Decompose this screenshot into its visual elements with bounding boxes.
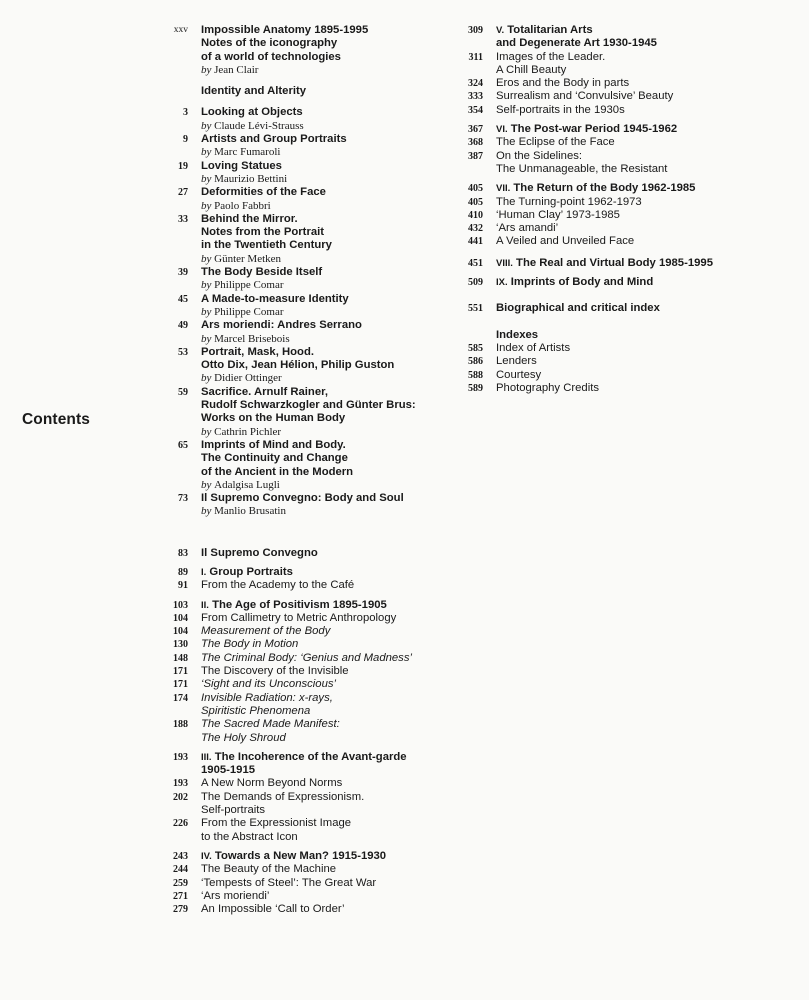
part-numeral: VI. bbox=[496, 124, 508, 136]
entry-author bbox=[201, 426, 441, 439]
page-number: 65 bbox=[178, 439, 188, 451]
page-number: 387 bbox=[468, 150, 483, 162]
entry-title-text: The Age of Positivism 1895-1905 bbox=[212, 598, 387, 611]
entry-title-text: Courtesy bbox=[496, 368, 542, 381]
entry-title bbox=[201, 692, 441, 719]
entry-title-text: Identity and Alterity bbox=[201, 85, 307, 98]
entry-title-text: Il Supremo Convegno bbox=[201, 546, 318, 559]
toc-entry bbox=[201, 85, 441, 98]
entry-title bbox=[201, 85, 441, 98]
entry-title-text: From the Academy to the Café bbox=[201, 579, 355, 592]
page-number: 432 bbox=[468, 223, 483, 235]
page-number: 405 bbox=[468, 196, 483, 208]
page-number: 585 bbox=[468, 342, 483, 354]
toc-entry bbox=[173, 863, 441, 876]
entry-title-text: The Turning-point 1962-1973 bbox=[496, 195, 642, 208]
toc-entry bbox=[468, 182, 756, 195]
toc-entry bbox=[173, 611, 441, 625]
entry-title bbox=[201, 386, 441, 426]
toc-entry bbox=[173, 889, 441, 903]
page-number: 104 bbox=[173, 626, 188, 638]
entry-title-text: Portrait, Mask, Hood. Otto Dix, Jean Hélion, Philip Guston bbox=[201, 345, 395, 372]
part-numeral: V. bbox=[496, 25, 505, 36]
entry-title-text: Biographical and critical index bbox=[496, 302, 660, 315]
toc-entry bbox=[173, 665, 441, 678]
toc-entry bbox=[468, 256, 756, 270]
part-numeral: II. bbox=[201, 599, 209, 611]
toc-entry bbox=[173, 849, 441, 863]
entry-title bbox=[496, 24, 756, 51]
toc-entry bbox=[468, 381, 756, 395]
by-prefix: by bbox=[201, 425, 215, 438]
entry-title-text: Imprints of Mind and Body. The Continuity and Change of the Ancient in the Modern bbox=[201, 438, 354, 478]
page-number: 271 bbox=[173, 890, 188, 902]
entry-title bbox=[496, 276, 756, 289]
entry-title bbox=[496, 150, 756, 177]
entry-title-text: The Post-war Period 1945-1962 bbox=[510, 123, 678, 136]
entry-title bbox=[496, 182, 756, 195]
page-number: 551 bbox=[468, 303, 483, 315]
by-prefix: by bbox=[201, 172, 215, 185]
entry-title bbox=[201, 266, 441, 279]
entry-title-text: Sacrifice. Arnulf Rainer, Rudolf Schwarzkogler and Günter Brus: Works on the Human Body bbox=[201, 385, 416, 425]
by-prefix: by bbox=[201, 252, 215, 265]
toc-entry bbox=[468, 355, 756, 368]
toc-entry bbox=[173, 876, 441, 890]
toc-entry bbox=[468, 368, 756, 382]
entry-author bbox=[201, 146, 441, 159]
author-name: Maurizio Bettini bbox=[214, 172, 288, 185]
entry-author bbox=[201, 333, 441, 346]
part-numeral: VII. bbox=[496, 183, 511, 195]
entry-title-text: An Impossible ‘Call to Order’ bbox=[201, 903, 345, 916]
page-number: xxv bbox=[173, 25, 188, 35]
entry-title bbox=[201, 877, 441, 890]
entry-title-text: Il Supremo Convegno: Body and Soul bbox=[201, 492, 404, 505]
part-numeral: III. bbox=[201, 751, 212, 763]
page-number: 588 bbox=[468, 369, 483, 381]
toc-entry bbox=[178, 546, 441, 560]
toc-entry bbox=[468, 208, 756, 222]
by-prefix: by bbox=[201, 279, 215, 292]
entry-title-text: ‘Ars moriendi’ bbox=[201, 889, 270, 902]
entry-title bbox=[201, 890, 441, 903]
entry-title bbox=[496, 329, 756, 342]
toc-entry bbox=[468, 77, 756, 90]
entry-title bbox=[201, 492, 441, 505]
entry-title-text: The Discovery of the Invisible bbox=[201, 665, 349, 678]
toc-entry bbox=[468, 235, 756, 248]
page-number: 53 bbox=[178, 346, 188, 358]
page-number: 202 bbox=[173, 791, 188, 803]
toc-entry bbox=[178, 438, 441, 492]
author-name: Didier Ottinger bbox=[214, 372, 282, 385]
entry-author bbox=[201, 306, 441, 319]
page-number: 193 bbox=[173, 751, 188, 763]
toc-entry bbox=[173, 718, 441, 745]
by-prefix: by bbox=[201, 199, 215, 212]
toc-entry bbox=[178, 266, 441, 293]
page-number: 324 bbox=[468, 78, 483, 90]
entry-title bbox=[496, 302, 756, 315]
entry-title-text: The Body Beside Itself bbox=[201, 266, 323, 279]
by-prefix: by bbox=[201, 305, 215, 318]
entry-title-text: Lenders bbox=[496, 355, 537, 368]
toc-entry bbox=[468, 90, 756, 103]
entry-title bbox=[496, 382, 756, 395]
toc-entry bbox=[468, 103, 756, 117]
toc-entry bbox=[496, 329, 756, 342]
entry-title-text: The Eclipse of the Face bbox=[496, 136, 615, 149]
page-number: 83 bbox=[178, 547, 188, 559]
toc-entry bbox=[468, 123, 756, 136]
author-name: Philippe Comar bbox=[214, 279, 284, 292]
entry-title bbox=[496, 77, 756, 90]
page-number: 171 bbox=[173, 666, 188, 678]
toc-entry bbox=[183, 106, 441, 133]
page-number: 130 bbox=[173, 639, 188, 651]
toc-entry bbox=[173, 790, 441, 818]
entry-title bbox=[201, 24, 441, 64]
entry-title-text: Measurement of the Body bbox=[201, 625, 331, 638]
entry-title bbox=[201, 718, 441, 745]
toc-entry bbox=[178, 186, 441, 213]
page-number: 45 bbox=[178, 293, 188, 305]
toc-entry bbox=[173, 638, 441, 651]
toc-entry bbox=[468, 136, 756, 149]
page-number: 441 bbox=[468, 236, 483, 248]
author-name: Cathrin Pichler bbox=[214, 425, 282, 438]
entry-title-text: Deformities of the Face bbox=[201, 186, 326, 199]
page-number: 367 bbox=[468, 124, 483, 136]
entry-title bbox=[496, 123, 756, 136]
author-name: Adalgisa Lugli bbox=[214, 478, 280, 491]
page-number: 89 bbox=[178, 566, 188, 578]
author-name: Günter Metken bbox=[214, 252, 282, 265]
entry-title bbox=[201, 319, 441, 332]
page-number: 226 bbox=[173, 818, 188, 830]
entry-title-text: The Sacred Made Manifest: The Holy Shroud bbox=[201, 718, 340, 744]
author-name: Philippe Comar bbox=[214, 305, 284, 318]
page-number: 586 bbox=[468, 356, 483, 368]
left-column bbox=[173, 24, 441, 916]
entry-title bbox=[201, 791, 441, 818]
entry-title-text: Towards a New Man? 1915-1930 bbox=[214, 849, 387, 862]
entry-title-text: The Return of the Body 1962-1985 bbox=[513, 182, 696, 195]
page-number: 91 bbox=[178, 580, 188, 592]
toc-entry bbox=[173, 678, 441, 691]
page-number: 259 bbox=[173, 877, 188, 889]
entry-title bbox=[201, 777, 441, 790]
entry-title-text: Indexes bbox=[496, 328, 539, 341]
by-prefix: by bbox=[201, 372, 215, 385]
by-prefix: by bbox=[201, 332, 215, 345]
entry-title-text: The Body in Motion bbox=[201, 638, 299, 651]
entry-title bbox=[496, 196, 756, 209]
entry-title bbox=[201, 293, 441, 306]
entry-title-text: Imprints of Body and Mind bbox=[510, 276, 654, 289]
page-number: 19 bbox=[178, 160, 188, 172]
entry-title bbox=[201, 850, 441, 863]
author-name: Marc Fumaroli bbox=[214, 146, 281, 159]
entry-author bbox=[201, 479, 441, 492]
entry-title-text: ‘Human Clay’ 1973-1985 bbox=[496, 208, 620, 221]
toc-entry bbox=[178, 319, 441, 346]
page-number: 509 bbox=[468, 277, 483, 289]
part-numeral: IX. bbox=[496, 277, 508, 289]
toc-entry bbox=[178, 212, 441, 266]
page-title: Contents bbox=[22, 411, 90, 428]
entry-title-text: The Real and Virtual Body 1985-1995 bbox=[516, 256, 713, 269]
entry-title-text: ‘Tempests of Steel’: The Great War bbox=[201, 876, 377, 889]
page-number: 188 bbox=[173, 719, 188, 731]
entry-title bbox=[496, 209, 756, 222]
page-number: 148 bbox=[173, 652, 188, 664]
page-number: 333 bbox=[468, 91, 483, 103]
toc-entry bbox=[173, 625, 441, 638]
page-number: 589 bbox=[468, 382, 483, 394]
part-numeral: I. bbox=[201, 566, 207, 578]
by-prefix: by bbox=[201, 505, 215, 518]
page-number: 39 bbox=[178, 267, 188, 279]
page-number: 451 bbox=[468, 257, 483, 269]
entry-title-text: Index of Artists bbox=[496, 341, 571, 354]
toc-entry bbox=[173, 750, 441, 778]
entry-title-text: From Callimetry to Metric Anthropology bbox=[201, 611, 397, 624]
toc-entry bbox=[178, 492, 441, 519]
toc-entry bbox=[468, 50, 756, 78]
entry-title-text: Invisible Radiation: x-rays, Spiritistic Phenomena bbox=[201, 691, 333, 717]
page-number: 9 bbox=[183, 134, 188, 146]
entry-title-text: ‘Ars amandi’ bbox=[496, 222, 559, 235]
toc-entry bbox=[173, 24, 441, 77]
entry-title bbox=[496, 235, 756, 248]
entry-title bbox=[201, 599, 441, 612]
entry-title bbox=[201, 439, 441, 479]
entry-title bbox=[201, 186, 441, 199]
toc-entry bbox=[173, 903, 441, 916]
entry-title-text: Surrealism and ‘Convulsive’ Beauty bbox=[496, 90, 674, 103]
entry-title bbox=[496, 104, 756, 117]
entry-title-text: Totalitarian Arts and Degenerate Art 1930-1945 bbox=[496, 24, 657, 50]
entry-title-text: Looking at Objects bbox=[201, 106, 303, 119]
entry-title-text: A Veiled and Unveiled Face bbox=[496, 235, 635, 248]
page-number: 104 bbox=[173, 612, 188, 624]
entry-title bbox=[201, 652, 441, 665]
entry-title-text: The Demands of Expressionism. Self-portraits bbox=[201, 790, 365, 817]
entry-title-text: Self-portraits in the 1930s bbox=[496, 103, 625, 116]
entry-title bbox=[201, 547, 441, 560]
toc-entry bbox=[468, 149, 756, 177]
entry-author bbox=[201, 173, 441, 186]
entry-title-text: Behind the Mirror. Notes from the Portrait in the Twentieth Century bbox=[201, 212, 332, 252]
entry-title bbox=[201, 346, 441, 373]
entry-title bbox=[201, 579, 441, 592]
entry-title-text: Group Portraits bbox=[209, 565, 293, 578]
toc-entry bbox=[468, 276, 756, 289]
by-prefix: by bbox=[201, 478, 215, 491]
entry-author bbox=[201, 253, 441, 266]
page-number: 279 bbox=[173, 904, 188, 916]
page-number: 410 bbox=[468, 209, 483, 221]
by-prefix: by bbox=[201, 146, 215, 159]
page-number: 27 bbox=[178, 187, 188, 199]
entry-title bbox=[201, 751, 441, 778]
by-prefix: by bbox=[201, 119, 215, 132]
entry-title-text: A Made-to-measure Identity bbox=[201, 292, 349, 305]
toc-entry bbox=[173, 598, 441, 612]
entry-title-text: The Beauty of the Machine bbox=[201, 863, 337, 876]
page-number: 33 bbox=[178, 213, 188, 225]
page-number: 244 bbox=[173, 864, 188, 876]
entry-title-text: Impossible Anatomy 1895-1995 Notes of the iconography of a world of technologies bbox=[201, 24, 369, 63]
page-number: 3 bbox=[183, 107, 188, 119]
toc-entry bbox=[178, 345, 441, 386]
entry-title bbox=[201, 863, 441, 876]
toc-entry bbox=[183, 133, 441, 160]
page-number: 354 bbox=[468, 104, 483, 116]
part-numeral: IV. bbox=[201, 850, 212, 862]
author-name: Paolo Fabbri bbox=[214, 199, 271, 212]
toc-entry bbox=[178, 579, 441, 592]
entry-author bbox=[201, 279, 441, 292]
entry-title-text: Eros and the Body in parts bbox=[496, 77, 630, 90]
entry-title bbox=[201, 106, 441, 119]
entry-title-text: A New Norm Beyond Norms bbox=[201, 777, 343, 790]
entry-author bbox=[201, 505, 441, 518]
by-prefix: by bbox=[201, 63, 215, 76]
entry-title-text: Photography Credits bbox=[496, 381, 599, 394]
entry-title bbox=[496, 222, 756, 235]
entry-title bbox=[496, 136, 756, 149]
page-number: 243 bbox=[173, 850, 188, 862]
entry-title bbox=[201, 213, 441, 253]
entry-title bbox=[496, 90, 756, 103]
entry-title bbox=[201, 817, 441, 844]
entry-title bbox=[201, 612, 441, 625]
entry-title bbox=[496, 51, 756, 78]
entry-title-text: Ars moriendi: Andres Serrano bbox=[201, 319, 362, 332]
entry-author bbox=[201, 200, 441, 213]
toc-entry bbox=[468, 195, 756, 209]
page-number: 103 bbox=[173, 599, 188, 611]
entry-author bbox=[201, 64, 441, 77]
page-number: 193 bbox=[173, 778, 188, 790]
toc-entry bbox=[468, 302, 756, 315]
entry-title bbox=[496, 257, 756, 270]
toc-entry bbox=[178, 565, 441, 579]
author-name: Jean Clair bbox=[214, 63, 259, 76]
author-name: Marcel Brisebois bbox=[214, 332, 290, 345]
entry-title bbox=[201, 160, 441, 173]
entry-title bbox=[496, 342, 756, 355]
entry-title-text: Images of the Leader. A Chill Beauty bbox=[496, 50, 606, 76]
toc-entry bbox=[178, 159, 441, 187]
page-number: 368 bbox=[468, 137, 483, 149]
entry-title bbox=[201, 678, 441, 691]
toc-entry bbox=[173, 817, 441, 844]
toc-entry bbox=[178, 292, 441, 320]
page-number: 311 bbox=[468, 51, 483, 63]
page-number: 174 bbox=[173, 692, 188, 704]
page-number: 59 bbox=[178, 386, 188, 398]
entry-title bbox=[496, 369, 756, 382]
page-number: 171 bbox=[173, 679, 188, 691]
part-numeral: VIII. bbox=[496, 257, 513, 269]
entry-title-text: From the Expressionist Image to the Abstract Icon bbox=[201, 817, 352, 843]
toc-entry bbox=[173, 777, 441, 790]
entry-title bbox=[201, 566, 441, 579]
page-number: 405 bbox=[468, 183, 483, 195]
author-name: Claude Lévi-Strauss bbox=[214, 119, 304, 132]
toc-entry bbox=[173, 651, 441, 665]
author-name: Manlio Brusatin bbox=[214, 505, 286, 518]
entry-title bbox=[201, 638, 441, 651]
entry-title bbox=[201, 133, 441, 146]
toc-entry bbox=[468, 341, 756, 355]
toc-entry bbox=[173, 691, 441, 719]
page-number: 73 bbox=[178, 493, 188, 505]
page-number: 309 bbox=[468, 25, 483, 36]
entry-title bbox=[496, 355, 756, 368]
entry-title bbox=[201, 665, 441, 678]
entry-title-text: Loving Statues bbox=[201, 159, 282, 172]
entry-title-text: On the Sidelines: The Unmanageable, the Resistant bbox=[496, 149, 668, 175]
entry-title-text: The Criminal Body: ‘Genius and Madness’ bbox=[201, 651, 412, 664]
entry-author bbox=[201, 372, 441, 385]
entry-title-text: ‘Sight and its Unconscious’ bbox=[201, 678, 337, 691]
entry-author bbox=[201, 120, 441, 133]
toc-entry bbox=[468, 24, 756, 51]
entry-title bbox=[201, 903, 441, 916]
right-column bbox=[468, 24, 756, 395]
entry-title-text: The Incoherence of the Avant-garde 1905-1915 bbox=[201, 750, 407, 777]
toc-entry bbox=[468, 222, 756, 235]
entry-title-text: Artists and Group Portraits bbox=[201, 133, 347, 146]
page-number: 49 bbox=[178, 320, 188, 332]
toc-entry bbox=[178, 385, 441, 439]
entry-title bbox=[201, 625, 441, 638]
